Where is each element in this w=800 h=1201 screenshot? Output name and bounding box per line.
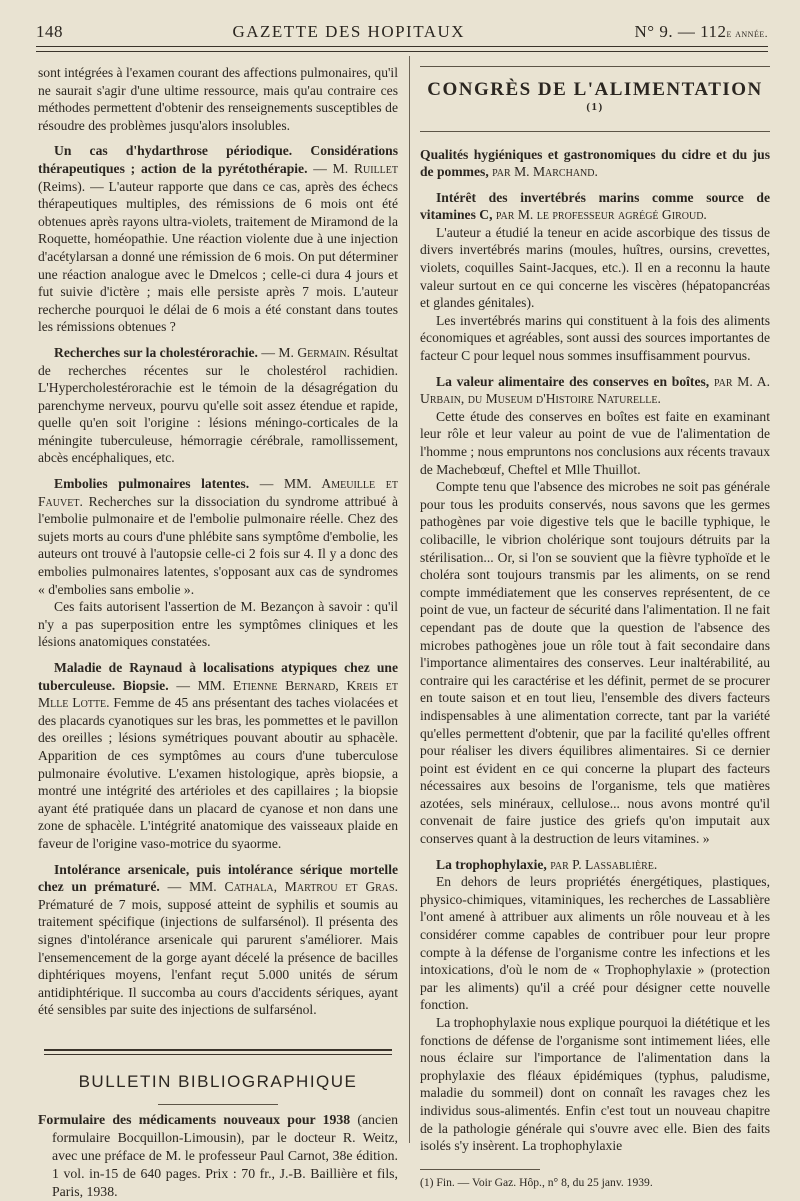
footnote-marker: (1) — [586, 100, 604, 113]
article-title: Intolérance arsenicale, puis intolérance sérique mortelle chez un prématuré. — [38, 861, 398, 895]
article-title: Embolies pulmonaires latentes. — [54, 476, 250, 492]
book-title: Formulaire des médicaments nouveaux pour 1938 — [38, 1112, 351, 1128]
article-author: par M. Marchand. — [492, 164, 598, 180]
article-author: — MM. Ameuille et Fauvet. — [38, 476, 398, 509]
article-body: Femme de 45 ans présentant des taches violacées et des placards cyanotiques sur les bras, les pommettes et le pavillon des oreilles ; lésions symétriques pouvant aboutir au sphacèle. Apparition de ces symptômes au cours d'une tuberculose pulmonaire évolutive. L'examen histologique, après biopsie, a montré une intégrité des artérioles et des capillaires ; la biopsie ayant été pratiquée dans un placard de cyanose et non dans une zone de sphacèle. L'intégrité anatomique des vaisseaux plaide en faveur de l'origine vaso-motrice du syaorme. — [38, 695, 398, 851]
article-cholesterorachie — [38, 344, 398, 467]
article-title: La trophophylaxie, — [436, 856, 547, 872]
article-body: Résultat de recherches récentes sur le cholestérol rachidien. L'Hypercholestérorachie est le témoin de la désagrégation du parenchyme nerveux, pourvu qu'elle soit assez étendue et rapide, quelle qu'en soit l'origine : lésions méningo-corticales de la méningite tuberculeuse, hémorragie cérébrale, ramollissement, abcès encéphaliques, etc. — [38, 344, 398, 466]
article-body: Compte tenu que l'absence des microbes ne soit pas générale pour tous les produits conservés, nous savons que les germes pathogènes par voie digestive tels que le bacille typhique, le colibacille, le vibrion cholérique sont toujours détruits par la stérilisation... Or, si l'on se souvient que la fièvre typhoïde et le choléra sont toujours transmis par les aliments, on se rend compte immédiatement que les conserves représentent, de ce point de vue, un facteur de sécurité dans l'alimentation. Il ne fait cependant pas de doute que la question de l'absence des microbes pathogènes joue un rôle tout à fait secondaire dans l'importance alimentaires des conserves. Leur inaltérabilité, au contraire qui les caractérise et les définit, permet de se procurer en toute saison et en tout lieu, l'ensemble des divers facteurs indispensables à une alimentation correcte, tant par la variété qu'elles permettent d'obtenir, que par la facilité qu'elles offrent pour réaliser les divers équilibres alimentaires. Si ce dernier point est évident en ce qui concerne la plupart des facteurs nécessaires aux besoins de l'organisme, tels que matières azotées, sels minéraux, cellulose... nous avons montré qu'il convenait de faire justice des griefs qu'on imputait aux conserves quant à la destruction de leurs vitamines. » — [420, 479, 770, 847]
article-body: La trophophylaxie nous explique pourquoi la diététique et les fonctions de défense de l'organisme sont intimement liées, elle nous éclaire sur l'importance de l'alimentation dans la prophylaxie des fléaux épidémiques (typhus, paludisme, maladie du sommeil) dont on connaît les ravages chez les individus sous-alimentés. Enfin c'est tout un nouveau chapitre de la pathologie générale qui s'ouvre avec elle. Bien des faits isolés s'y insèrent. La trophophylaxie — [420, 1015, 770, 1154]
section-rule — [158, 1104, 278, 1105]
footnote-rule — [420, 1169, 540, 1170]
article-author: par M. le professeur agrégé Giroud. — [495, 207, 707, 223]
article-body: L'auteur a étudié la teneur en acide ascorbique des tissus de divers invertébrés marins (moules, huîtres, oursins, crevettes, violets, coquilles Saint-Jacques, etc.). Il en a reconnu la haute valeur surtout en ce qui concerne les viscères (hépatopancréas et glandes génitales). — [420, 224, 770, 311]
article-title: La valeur alimentaire des conserves en boîtes, — [436, 373, 710, 389]
bibliography-entry — [38, 1111, 398, 1201]
article-author: par P. Lassablière. — [550, 856, 658, 872]
article-embolies — [38, 475, 398, 598]
journal-title: GAZETTE DES HOPITAUX — [232, 22, 466, 41]
article-body: En dehors de leurs propriétés énergétiques, plastiques, physico-chimiques, vitaminiques, les recherches de Lassablière l'ont amené à attribuer aux aliments un rôle nouveau et à les considérer comme capables de contribuer pour leur propre compte à la défense de l'organisme contre les infections et les intoxications, d'où le nom de « Trophophylaxie » (protection par les aliments) qu'il a créé pour désigner cette nouvelle fonction. — [420, 874, 770, 1013]
article-conserves — [420, 373, 770, 408]
article-invertebres — [420, 189, 770, 224]
article-author: — M. Ruillet — [313, 160, 398, 176]
article-title: Qualités hygiéniques et gastronomiques du cidre et du jus de pommes, — [420, 146, 770, 180]
section-rule — [44, 1049, 392, 1055]
article-title: Intérêt des invertébrés marins comme source de vitamines C, — [420, 189, 770, 223]
article-author: — MM. Cathala, Martrou et Gras. — [167, 879, 398, 895]
left-column — [38, 64, 398, 1201]
article-body: Recherches sur la dissociation du syndrome attribué à l'embolie pulmonaire et de l'embolie pulmonaire réelle. Chez des sujets morts au cours d'une phlébite sans symptôme d'embolie, les auteurs ont trouvé à l'autopsie celle-ci 2 fois sur 4. Il y a donc des embolies pulmonaires latentes, s'opposant aux cas de syndromes « d'embolies sans embolie ». — [38, 493, 398, 597]
article-trophophylaxie — [420, 856, 770, 874]
article-body: Prématuré de 7 mois, supposé atteint de syphilis et soumis au traitement spécifique (injections de sulfarsénol). Il présenta des signes d'intolérance arsenicale qui parurent s'améliorer. Mais l'ensemencement de la gorge ayant décelé la présence de bacilles diphtériques moyens, l'enfant reçut 5.000 unités de sérum antidiphtérique. Il succomba au cours d'accidents sériques, ayant été sensibles par suite des injections de sulfarsénol. — [38, 896, 398, 1018]
article-intolerance — [38, 861, 398, 1019]
article-body: Cette étude des conserves en boîtes est faite en examinant leur rôle et leur valeur au point de vue de l'alimentation de l'homme ; nous empruntons nos conclusions aux récents travaux de Machebœuf, Cheftel et Mlle Thuillot. — [420, 408, 770, 477]
section-rule — [420, 131, 770, 132]
right-column — [420, 64, 770, 1190]
article-author: par M. A. Urbain, du Museum d'Histoire Naturelle. — [420, 373, 770, 407]
article-raynaud — [38, 659, 398, 853]
header-rule — [36, 46, 768, 52]
section-rule — [420, 66, 770, 67]
article-hydarthrose — [38, 142, 398, 336]
article-body: (Reims). — L'auteur rapporte que dans ce cas, après des échecs thérapeutiques multiples, des rémissions de 6 mois ont été obtenues après rayons ultra-violets, traitement de Miramond de la Roquette, homéopathie. Une réaction violente due à une injection d'acétylarsan a donné une rémission de 6 mois. On put déterminer une réaction analogue avec le Dmelcos ; celle-ci dura 4 jours et fut suivie d'ictère ; mais elle persiste après 7 mois. L'auteur recherche pourquoi le délai de 6 mois a été constant dans toutes les rémissions obtenues ? — [38, 178, 398, 335]
article-title: Recherches sur la cholestérorachie. — [54, 344, 258, 360]
article-body: Les invertébrés marins qui constituent à la fois des aliments économiques et agréables, sont aussi des sources importantes de facteur C pour lequel nous sommes insuffisamment pourvus. — [420, 312, 770, 364]
issue-info: N° 9. — 112e année. — [634, 22, 768, 41]
column-separator — [409, 56, 410, 1143]
article-cidre — [420, 146, 770, 181]
footnote: (1) Fin. — Voir Gaz. Hôp., n° 8, du 25 janv. 1939. — [420, 1175, 653, 1189]
article-title: Maladie de Raynaud à localisations atypiques chez une tuberculeuse. Biopsie. — [38, 660, 398, 693]
page-number: 148 — [36, 22, 63, 41]
paragraph-intro: sont intégrées à l'examen courant des affections pulmonaires, qu'il ne saurait s'agir d'une ultime ressource, mais qu'au contraire ces méthodes permettent d'obtenir des renseignements susceptibles de résoudre des problèmes jusqu'alors insolubles. — [38, 65, 398, 133]
bibliography-section — [38, 1049, 398, 1201]
article-title: Un cas d'hydarthrose périodique. Considérations thérapeutiques ; action de la pyrétothérapie. — [38, 143, 398, 176]
page-header — [36, 22, 768, 42]
bibliography-heading: BULLETIN BIBLIOGRAPHIQUE — [78, 1071, 358, 1091]
congres-heading: CONGRÈS DE L'ALIMENTATION $^{(1)}$ — [427, 79, 763, 113]
article-embolies-cont: Ces faits autorisent l'assertion de M. Bezançon à savoir : qu'il n'y a pas superposition entre les symptômes cliniques et les lésions anatomiques constatées. — [38, 599, 398, 650]
article-author: — MM. Etienne Bernard, Kreis et Mlle Lotte. — [38, 677, 398, 711]
book-details: (ancien formulaire Bocquillon-Limousin), par le docteur R. Weitz, avec une préface de M. le professeur Paul Carnot, 38e édition. 1 vol. in-15 de 640 pages. Prix : 70 fr., J.-B. Baillière et fils, Paris, 1938. — [52, 1112, 398, 1200]
article-author: — M. Germain. — [261, 344, 350, 360]
